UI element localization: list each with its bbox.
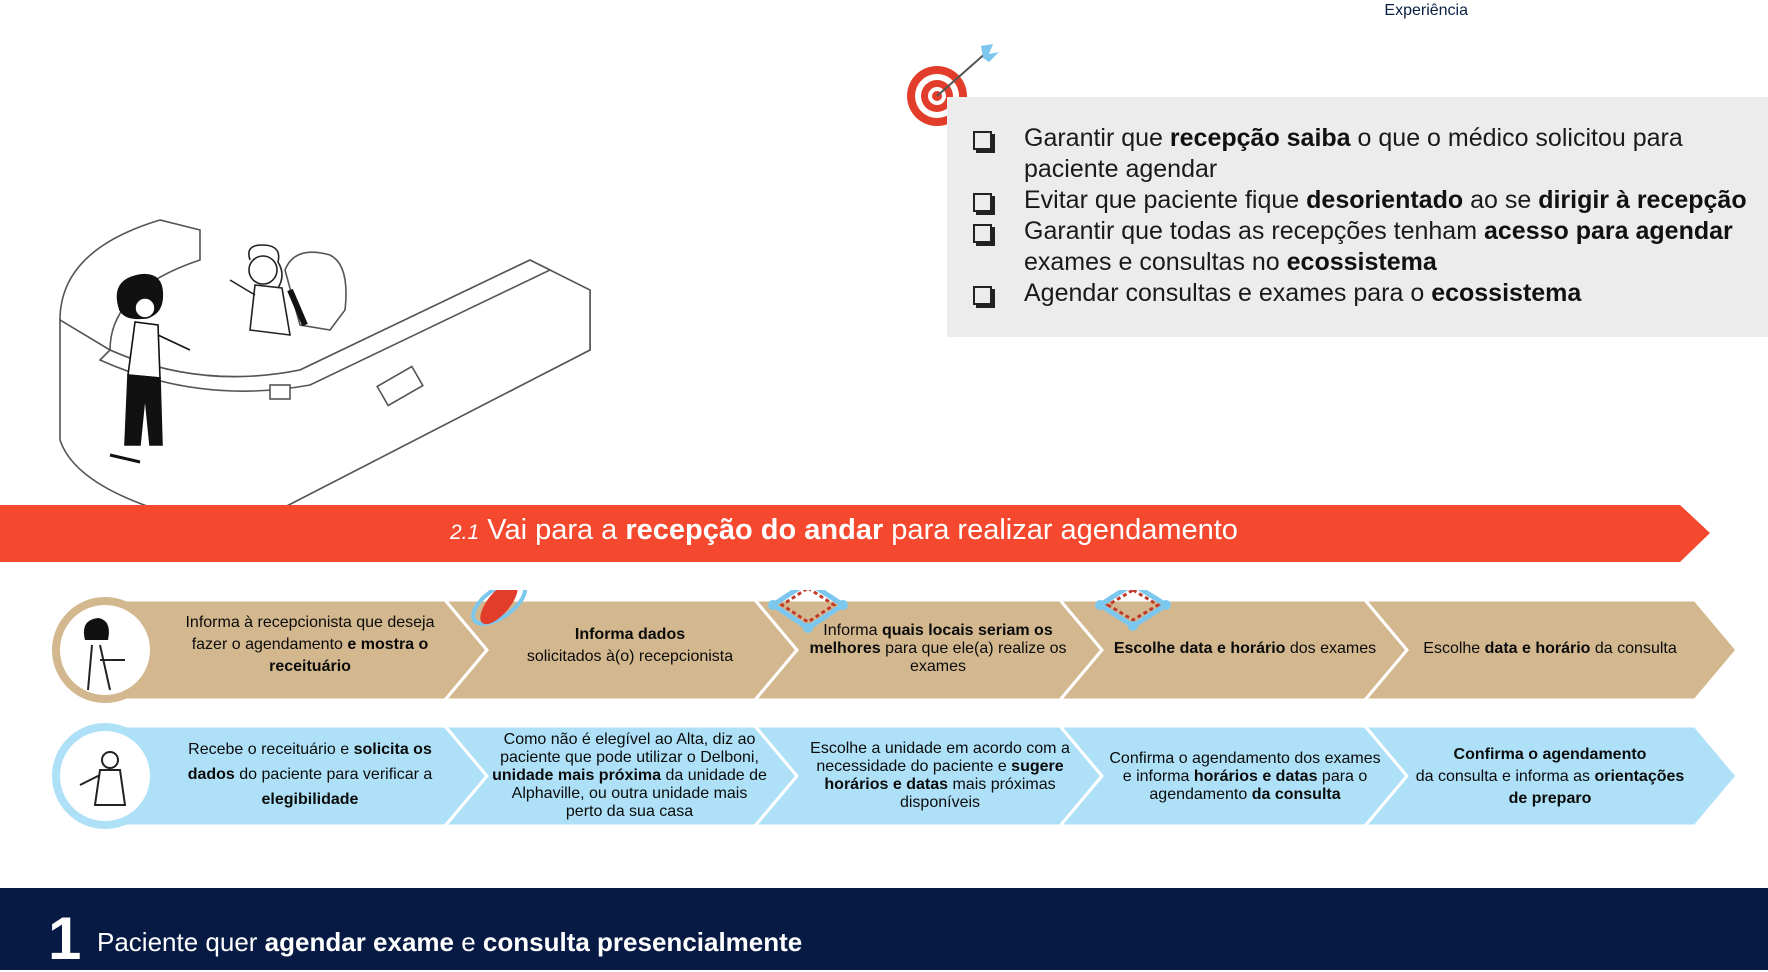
goal-item	[974, 216, 1754, 278]
goal-text: Agendar consultas e exames para o ecossistema	[1024, 279, 1582, 307]
goals-panel	[947, 97, 1768, 337]
patient-step-5: Escolhe data e horário da consulta	[1423, 640, 1677, 657]
goal-item	[974, 123, 1754, 185]
goal-item	[974, 185, 1754, 216]
checkbox-icon	[973, 224, 992, 243]
banner-title: 2.1 Vai para a recepção do andar para realizar agendamento	[450, 514, 1238, 546]
stage-number: 1	[48, 905, 82, 972]
goal-text: Garantir que todas as recepções tenham acesso para agendar exames e consultas no ecossistema	[1024, 217, 1733, 276]
receptionist-avatar	[52, 723, 158, 829]
checkbox-icon	[973, 131, 992, 150]
reception-step-1: Recebe o receituário e solicita os dados do paciente para verificar a elegibilidade	[187, 741, 433, 808]
patient-step-4: Escolhe data e horário dos exames	[1113, 640, 1377, 657]
checkbox-icon	[973, 286, 992, 305]
goal-text: Evitar que paciente fique desorientado ao se dirigir à recepção	[1024, 186, 1747, 214]
stage-title: Paciente quer agendar exame e consulta presencialmente	[97, 927, 803, 957]
reception-step-2: Como não é elegível ao Alta, diz ao paciente que pode utilizar o Delboni, unidade mais próxima da unidade de Alphaville, ou outra unidade mais perto da sua casa	[492, 731, 767, 820]
patient-step-2: Informa dados solicitados à(o) recepcionista	[526, 626, 734, 665]
patient-step-3: Informa quais locais seriam os melhores para que ele(a) realize os exames	[809, 622, 1067, 675]
patient-step-1: Informa à recepcionista que deseja fazer o agendamento e mostra o receituário	[185, 614, 435, 675]
goal-item	[974, 278, 1754, 309]
corner-label: Experiência	[1384, 2, 1468, 19]
checkbox-icon	[973, 193, 992, 212]
reception-step-3: Escolhe a unidade em acordo com a necessidade do paciente e sugere horários e datas mais próximas disponíveis	[810, 740, 1070, 811]
goal-text: Garantir que recepção saiba o que o médico solicitou para paciente agendar	[1024, 124, 1683, 183]
reception-step-5: Confirma o agendamento da consulta e informa as orientações de preparo	[1415, 746, 1685, 807]
reception-step-4: Confirma o agendamento dos exames e informa horários e datas para o agendamento da consulta	[1109, 750, 1381, 803]
reception-desk-illustration	[50, 200, 610, 540]
patient-avatar	[52, 597, 158, 703]
